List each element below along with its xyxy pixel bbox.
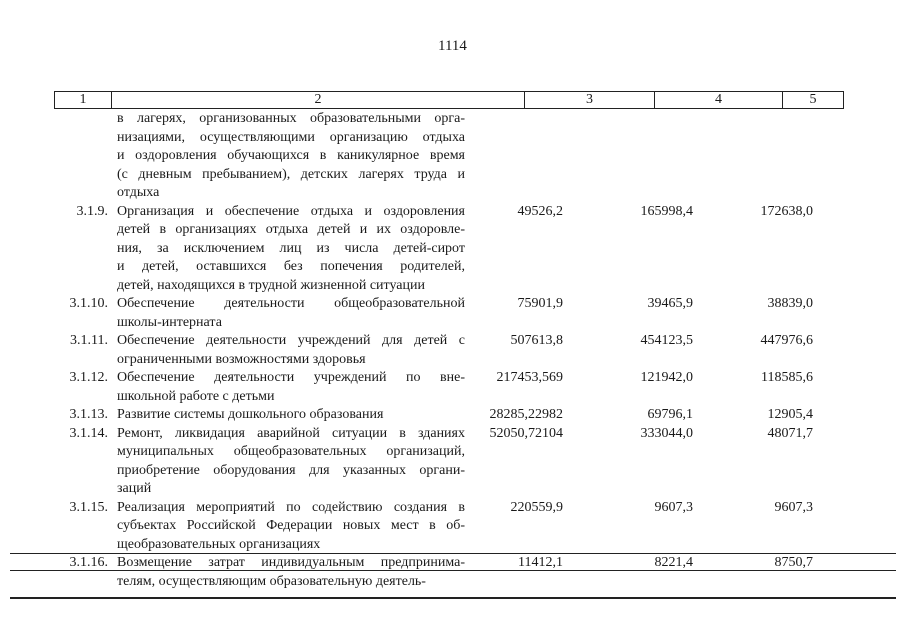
description-line: приобретение оборудования для указанных органи- <box>117 462 465 478</box>
row-number: 3.1.9. <box>76 203 108 219</box>
description-line: и оздоровления обучающихся в каникулярное время <box>117 148 465 163</box>
row-description <box>117 203 465 296</box>
table-row <box>0 110 905 203</box>
table-row <box>0 203 905 296</box>
table-row <box>0 369 905 406</box>
table-row <box>0 406 905 425</box>
description-line: Возмещение затрат индивидуальным предпринима- <box>117 555 465 570</box>
description-line: Обеспечение деятельности общеобразовательной <box>117 296 465 311</box>
value-col-5: 118585,6 <box>761 370 813 385</box>
table-row <box>0 499 905 555</box>
value-col-5: 172638,0 <box>760 203 813 219</box>
table-rule-bottom <box>10 597 896 599</box>
header-cell-4: 4 <box>655 92 783 108</box>
description-line: муниципальных общеобразовательных организаций, <box>117 444 465 459</box>
description-line: Обеспечение деятельности учреждений по вне- <box>117 370 465 385</box>
description-line: (с дневным пребыванием), детских лагерях труда и <box>117 166 465 182</box>
description-line: школьной работе с детьми <box>117 388 275 404</box>
header-cell-5: 5 <box>809 92 817 107</box>
value-col-4: 165998,4 <box>640 203 693 219</box>
table-row <box>0 425 905 499</box>
value-col-5: 447976,6 <box>760 333 813 348</box>
value-col-5: 9607,3 <box>774 499 813 515</box>
header-cell-2: 2 <box>112 92 525 108</box>
value-col-3: 75901,9 <box>517 296 563 311</box>
table-row <box>0 295 905 332</box>
header-cell-3: 3 <box>525 92 655 108</box>
table-header <box>54 91 844 109</box>
row-description <box>117 406 465 425</box>
description-line: телям, осуществляющим образовательную деятель- <box>117 573 426 589</box>
value-col-3: 28285,22982 <box>489 407 563 422</box>
value-col-4: 39465,9 <box>647 296 693 311</box>
description-line: заций <box>117 481 152 496</box>
row-description <box>117 332 465 369</box>
table-rule-top <box>10 553 896 554</box>
value-col-4: 8221,4 <box>654 555 693 570</box>
row-number: 3.1.16. <box>69 555 108 570</box>
description-line: Ремонт, ликвидация аварийной ситуации в зданиях <box>117 425 465 441</box>
description-line: ограниченными возможностями здоровья <box>117 351 366 367</box>
value-col-3: 220559,9 <box>510 499 563 515</box>
description-line: низациями, осуществляющими организацию отдыха <box>117 129 465 145</box>
row-description <box>117 499 465 555</box>
description-line: Развитие системы дошкольного образования <box>117 407 384 422</box>
value-col-5: 8750,7 <box>774 555 813 570</box>
row-number: 3.1.11. <box>70 333 108 348</box>
description-line: школы-интерната <box>117 314 222 330</box>
page-number: 1114 <box>438 38 467 54</box>
description-line: Реализация мероприятий по содействию создания в <box>117 499 465 515</box>
table-body <box>0 110 905 591</box>
value-col-3: 217453,569 <box>496 370 563 385</box>
row-number: 3.1.14. <box>69 425 108 441</box>
row-description <box>117 425 465 499</box>
row-number: 3.1.12. <box>69 370 108 385</box>
row-description <box>117 110 465 203</box>
value-col-4: 454123,5 <box>640 333 693 348</box>
value-col-4: 333044,0 <box>640 425 693 441</box>
value-col-5: 12905,4 <box>767 407 813 422</box>
value-col-4: 121942,0 <box>640 370 693 385</box>
row-number: 3.1.10. <box>69 296 108 311</box>
description-line: в лагерях, организованных образовательными орга- <box>117 111 465 126</box>
row-number: 3.1.13. <box>69 407 108 422</box>
value-col-4: 9607,3 <box>654 499 693 515</box>
row-description <box>117 295 465 332</box>
value-col-4: 69796,1 <box>647 407 693 422</box>
value-col-3: 52050,72104 <box>489 425 563 441</box>
description-line: Организация и обеспечение отдыха и оздоровления <box>117 203 465 219</box>
description-line: субъектах Российской Федерации новых мест в об- <box>117 518 465 533</box>
value-col-5: 48071,7 <box>767 425 813 441</box>
table-row <box>0 554 905 591</box>
table-row <box>0 332 905 369</box>
value-col-3: 507613,8 <box>510 333 563 348</box>
row-number: 3.1.15. <box>69 499 108 515</box>
value-col-5: 38839,0 <box>767 296 813 311</box>
description-line: отдыха <box>117 185 160 200</box>
row-description <box>117 554 465 591</box>
value-col-3: 11412,1 <box>518 555 563 570</box>
value-col-3: 49526,2 <box>517 203 563 219</box>
description-line: Обеспечение деятельности учреждений для детей с <box>117 333 465 348</box>
header-cell-1: 1 <box>55 92 112 108</box>
table-rule-mid <box>10 570 896 571</box>
description-line: и детей, оставшихся без попечения родителей, <box>117 259 465 274</box>
description-line: детей, находящихся в трудной жизненной ситуации <box>117 277 425 293</box>
description-line: щеобразовательных организациях <box>117 536 321 552</box>
description-line: ния, за исключением лиц из числа детей-сирот <box>117 240 465 256</box>
row-description <box>117 369 465 406</box>
description-line: детей в организациях отдыха детей и их оздоровле- <box>117 222 465 237</box>
